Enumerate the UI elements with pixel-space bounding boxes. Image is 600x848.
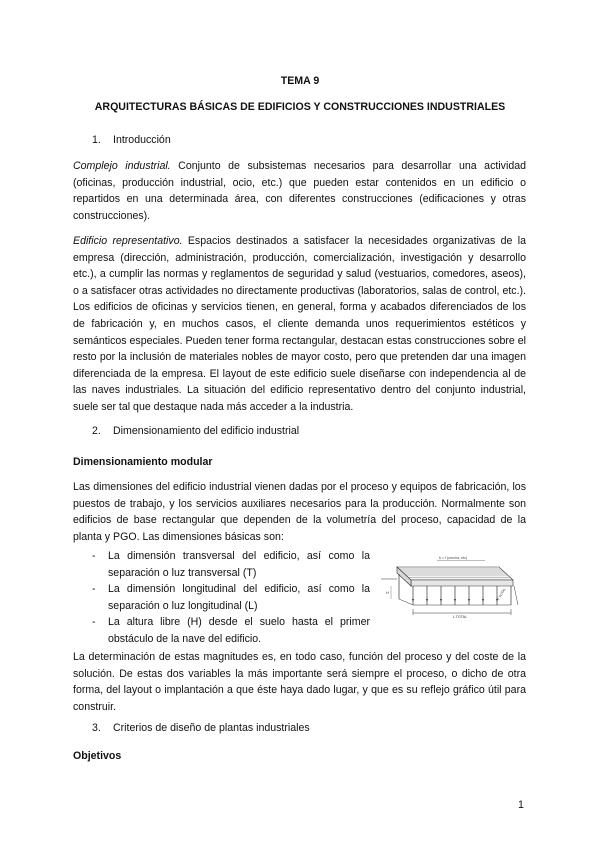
doc-subtitle: ARQUITECTURAS BÁSICAS DE EDIFICIOS Y CONSTRUCCIONES INDUSTRIALES [94,101,506,113]
figure-top-label: b = f (cercha, etc) [439,556,468,560]
definition-complejo-industrial: Conjunto de subsistemas necesarios para desarrollar una actividad (oficinas, producción industrial, ocio, etc.) que pueden estar contenidos en un edificio o repartidos en una determinada área, con diferentes construcciones (edificaciones y otras construcciones). [73,160,526,222]
paragraph-determinacion: La determinación de estas magnitudes es, en todo caso, función del proceso y del coste de la solución. De estas dos variables la más importante será siempre el proceso, o dicho de otra forma, del layout o implantación a que éste haya dado lugar, y que es su reflejo gráfico útil para construir. [73,651,526,713]
heading-objetivos: Objetivos [73,750,122,762]
doc-title: TEMA 9 [280,75,320,87]
width-total-label: T TOTAL [496,587,507,601]
page-number: 1 [518,799,524,811]
section-label: Criterios de diseño de plantas industriales [113,722,310,734]
building-dimensions-figure [381,553,519,627]
dimensions-list [92,548,370,648]
section-heading-1 [92,134,171,146]
paragraph-edificio-representativo [73,233,526,416]
section-heading-3 [92,722,310,734]
paragraph-complejo-industrial [73,158,526,224]
paragraph-dimensiones: Las dimensiones del edificio industrial vienen dadas por el proceso y equipos de fabricación, los puestos de trabajo, y los servicios auxiliares necesarios para la producción. Normalmente son edificios de base rectangular que dependen de la volumetría del proceso, capacidad de la planta y PGO. Las dimensiones básicas son: [73,481,526,543]
section-number: 3. [92,722,101,734]
term-complejo-industrial: Complejo industrial. [73,160,171,172]
section-number: 2. [92,425,101,437]
section-label: Dimensionamiento del edificio industrial [113,425,300,437]
term-edificio-representativo: Edificio representativo. [73,235,183,247]
height-label: H [386,590,389,595]
section-label: Introducción [113,134,171,146]
list-item: - La altura libre (H) desde el suelo hasta el primer obstáculo de la nave del edificio. [92,614,370,647]
section-heading-2 [92,425,299,437]
list-item: - La dimensión longitudinal del edificio, así como la separación o luz longitudinal (L) [92,581,370,614]
section-number: 1. [92,134,101,146]
roof-front-face [411,580,513,586]
ground-line-side [399,599,413,605]
length-total-label: L TOTAL [453,615,468,619]
definition-edificio-representativo: Espacios destinados a satisfacer la necesidades organizativas de la empresa (dirección, administración, producción, comercialización, investigación y desarrollo etc.), a cumplir las normas y reglamentos de seguridad y salud (vestuarios, comedores, aseos), o a satisfacer otras actividades no directamente productivas (laboratorios, salas de control, etc.). Los edificios de oficinas y servicios tienen, en general, forma y acabados diferenciados de los de fabricación y, en muchos casos, el cliente demanda unos requerimientos estéticos y semánticos especiales. Pueden tener forma rectangular, destacan estas construcciones sobre el resto por la inclusión de materiales nobles de mayor costo, pero que pretenden dar una imagen diferenciada de la empresa. El layout de este edificio suele diseñarse con independencia al de las naves industriales. La situación del edificio representativo dentro del conjunto industrial, suele ser tal que destaque nada más acceder a la industria. [73,235,527,413]
heading-dimensionamiento-modular: Dimensionamiento modular [73,456,213,468]
list-item: - La dimensión transversal del edificio, así como la separación o luz transversal (T) [92,548,370,581]
column-arrows [412,599,498,602]
width-dimension-line [514,586,518,605]
